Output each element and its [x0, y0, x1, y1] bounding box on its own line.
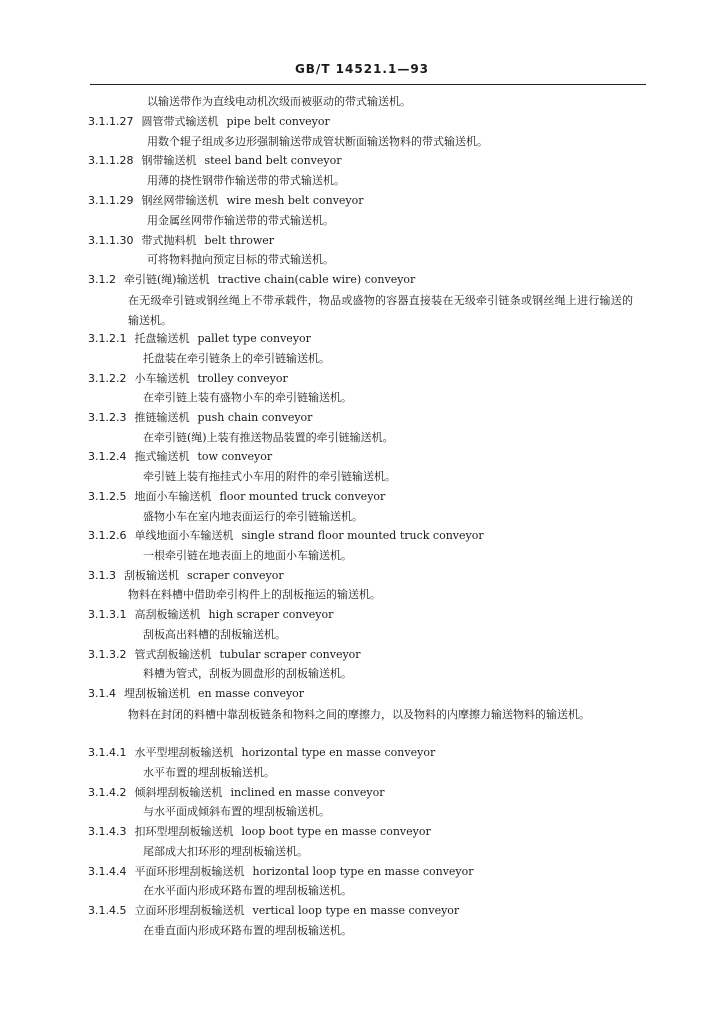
page-header: GB/T 14521.1—93	[294, 62, 430, 76]
term-zh: 倾斜埋刮板输送机	[134, 786, 223, 799]
term-en: floor mounted truck conveyor	[219, 490, 386, 503]
term-en: inclined en masse conveyor	[230, 786, 385, 799]
term-number: 3.1.4	[88, 687, 116, 700]
term-definition: 用薄的挠性钢带作输送带的带式输送机。	[147, 174, 345, 187]
term-definition: 刮板高出料槽的刮板输送机。	[143, 628, 286, 641]
term-definition: 尾部成大扣环形的埋刮板输送机。	[143, 845, 308, 858]
term-line	[88, 450, 272, 464]
term-en: high scraper conveyor	[208, 608, 334, 621]
term-line	[88, 569, 284, 583]
term-number: 3.1.2.5	[88, 490, 127, 503]
term-number: 3.1.4.4	[88, 865, 127, 878]
term-definition: 托盘装在牵引链条上的牵引链输送机。	[143, 352, 330, 365]
term-en: horizontal type en masse conveyor	[241, 746, 436, 759]
term-zh: 埋刮板输送机	[124, 687, 190, 700]
term-zh: 立面环形埋刮板输送机	[134, 904, 245, 917]
term-line	[88, 746, 435, 760]
term-number: 3.1.1.30	[88, 234, 134, 247]
term-definition: 在垂直面内形成环路布置的埋刮板输送机。	[143, 924, 352, 937]
term-line	[88, 786, 384, 800]
term-zh: 小车输送机	[134, 372, 190, 385]
term-en: belt thrower	[204, 234, 275, 247]
term-line	[88, 608, 333, 622]
term-zh: 管式刮板输送机	[134, 648, 212, 661]
term-definition: 在无级牵引链或钢丝绳上不带承载件，物品或盛物的容器直接装在无级牵引链条或钢丝绳上进行输送的输送机。	[128, 294, 633, 327]
term-zh: 拖式输送机	[134, 450, 190, 463]
term-line	[88, 372, 288, 386]
term-en: vertical loop type en masse conveyor	[252, 904, 460, 917]
term-line	[88, 865, 474, 879]
term-line	[88, 529, 484, 543]
term-en: tow conveyor	[197, 450, 273, 463]
term-zh: 高刮板输送机	[134, 608, 201, 621]
term-en: tubular scraper conveyor	[219, 648, 361, 661]
term-number: 3.1.4.2	[88, 786, 127, 799]
term-number: 3.1.3.1	[88, 608, 127, 621]
term-definition: 牵引链上装有拖挂式小车用的附件的牵引链输送机。	[143, 470, 396, 483]
term-definition: 一根牵引链在地表面上的地面小车输送机。	[143, 549, 352, 562]
term-definition: 物料在料槽中借助牵引构件上的刮板拖运的输送机。	[128, 588, 381, 601]
term-en: scraper conveyor	[187, 569, 284, 582]
term-en: tractive chain(cable wire) conveyor	[217, 273, 416, 286]
term-en: horizontal loop type en masse conveyor	[252, 865, 474, 878]
term-definition: 盛物小车在室内地表面运行的牵引链输送机。	[143, 510, 363, 523]
term-line	[88, 411, 312, 425]
term-definition: 在水平面内形成环路布置的埋刮板输送机。	[143, 884, 352, 897]
term-definition: 与水平面成倾斜布置的埋刮板输送机。	[143, 805, 330, 818]
term-number: 3.1.2	[88, 273, 116, 286]
term-zh: 牵引链(绳)输送机	[124, 273, 210, 286]
term-number: 3.1.2.6	[88, 529, 127, 542]
term-definition: 在牵引链上装有盛物小车的牵引链输送机。	[143, 391, 352, 404]
term-zh: 刮板输送机	[124, 569, 179, 582]
term-line	[88, 490, 385, 504]
term-definition: 用金属丝网带作输送带的带式输送机。	[147, 214, 334, 227]
term-line	[88, 273, 415, 287]
term-number: 3.1.2.1	[88, 332, 127, 345]
term-number: 3.1.2.3	[88, 411, 127, 424]
term-line	[88, 825, 431, 839]
term-definition: 物料在封闭的料槽中靠刮板链条和物料之间的摩擦力，以及物料的内摩擦力输送物料的输送机。	[128, 708, 590, 721]
term-number: 3.1.4.5	[88, 904, 127, 917]
term-number: 3.1.4.3	[88, 825, 127, 838]
term-line	[88, 154, 341, 168]
term-zh: 钢丝网带输送机	[141, 194, 219, 207]
term-number: 3.1.1.29	[88, 194, 134, 207]
term-zh: 扣环型埋刮板输送机	[134, 825, 234, 838]
term-en: pipe belt conveyor	[226, 115, 330, 128]
term-line	[88, 904, 459, 918]
term-definition: 可将物料抛向预定目标的带式输送机。	[147, 253, 334, 266]
term-line	[88, 194, 364, 208]
term-number: 3.1.1.27	[88, 115, 134, 128]
term-line	[88, 332, 311, 346]
term-line	[88, 648, 361, 662]
term-line	[88, 687, 304, 701]
term-en: steel band belt conveyor	[204, 154, 342, 167]
term-en: trolley conveyor	[197, 372, 288, 385]
term-definition: 在牵引链(绳)上装有推送物品装置的牵引链输送机。	[143, 431, 394, 444]
term-zh: 推链输送机	[134, 411, 190, 424]
term-line	[88, 115, 330, 129]
term-en: wire mesh belt conveyor	[226, 194, 364, 207]
term-line	[88, 234, 274, 248]
term-number: 3.1.1.28	[88, 154, 134, 167]
term-zh: 水平型埋刮板输送机	[134, 746, 234, 759]
intro-line: 以输送带作为直线电动机次级而被驱动的带式输送机。	[147, 95, 411, 108]
term-en: pallet type conveyor	[197, 332, 311, 345]
term-zh: 钢带输送机	[141, 154, 197, 167]
term-zh: 圆管带式输送机	[141, 115, 219, 128]
term-zh: 地面小车输送机	[134, 490, 212, 503]
term-zh: 托盘输送机	[134, 332, 190, 345]
term-number: 3.1.3.2	[88, 648, 127, 661]
term-zh: 平面环形埋刮板输送机	[134, 865, 245, 878]
term-definition: 料槽为管式，刮板为圆盘形的刮板输送机。	[143, 667, 352, 680]
header-rule	[90, 84, 646, 85]
term-number: 3.1.2.2	[88, 372, 127, 385]
term-en: en masse conveyor	[198, 687, 305, 700]
term-definition: 水平布置的埋刮板输送机。	[143, 766, 275, 779]
term-en: push chain conveyor	[197, 411, 313, 424]
term-number: 3.1.4.1	[88, 746, 127, 759]
term-number: 3.1.3	[88, 569, 116, 582]
term-en: single strand floor mounted truck conveyor	[241, 529, 484, 542]
term-definition: 用数个辊子组成多边形强制输送带成管状断面输送物料的带式输送机。	[147, 135, 488, 148]
term-number: 3.1.2.4	[88, 450, 127, 463]
term-en: loop boot type en masse conveyor	[241, 825, 431, 838]
term-zh: 带式抛料机	[141, 234, 197, 247]
term-zh: 单线地面小车输送机	[134, 529, 234, 542]
